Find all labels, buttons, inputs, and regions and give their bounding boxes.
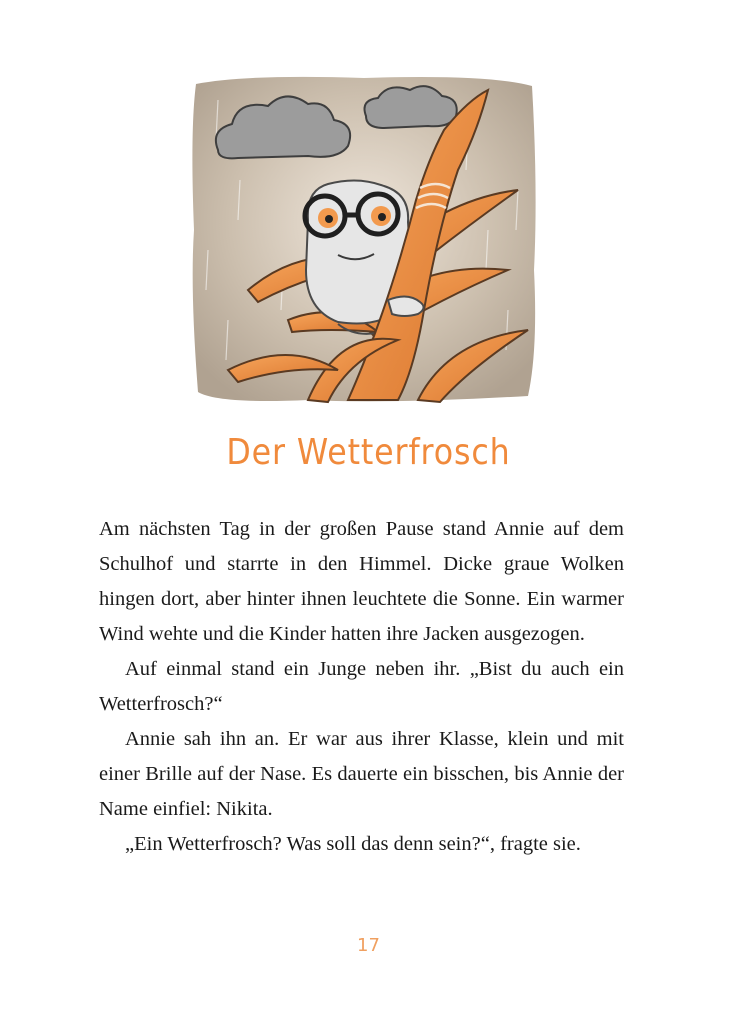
frog-on-plant-in-rain-illustration xyxy=(188,70,540,405)
paragraph: Annie sah ihn an. Er war aus ihrer Klasse, klein und mit einer Brille auf der Nase. Es dauerte ein bisschen, bis Annie der Name einfiel: Nikita. xyxy=(99,728,624,820)
page-number: 17 xyxy=(357,935,380,956)
chapter-illustration xyxy=(188,70,540,405)
chapter-title: Der Wetterfrosch xyxy=(226,432,511,473)
paragraph: Auf einmal stand ein Junge neben ihr. „Bist du auch ein Wetterfrosch?“ xyxy=(99,658,624,715)
paragraph: „Ein Wetterfrosch? Was soll das denn sein?“, fragte sie. xyxy=(125,833,581,855)
body-text xyxy=(99,512,624,862)
paragraph: Am nächsten Tag in der großen Pause stand Annie auf dem Schulhof und starrte in den Himmel. Dicke graue Wolken hingen dort, aber hinter ihnen leuchtete die Sonne. Ein warmer Wind wehte und die Kinder hatten ihre Jacken ausgezogen. xyxy=(99,518,624,645)
